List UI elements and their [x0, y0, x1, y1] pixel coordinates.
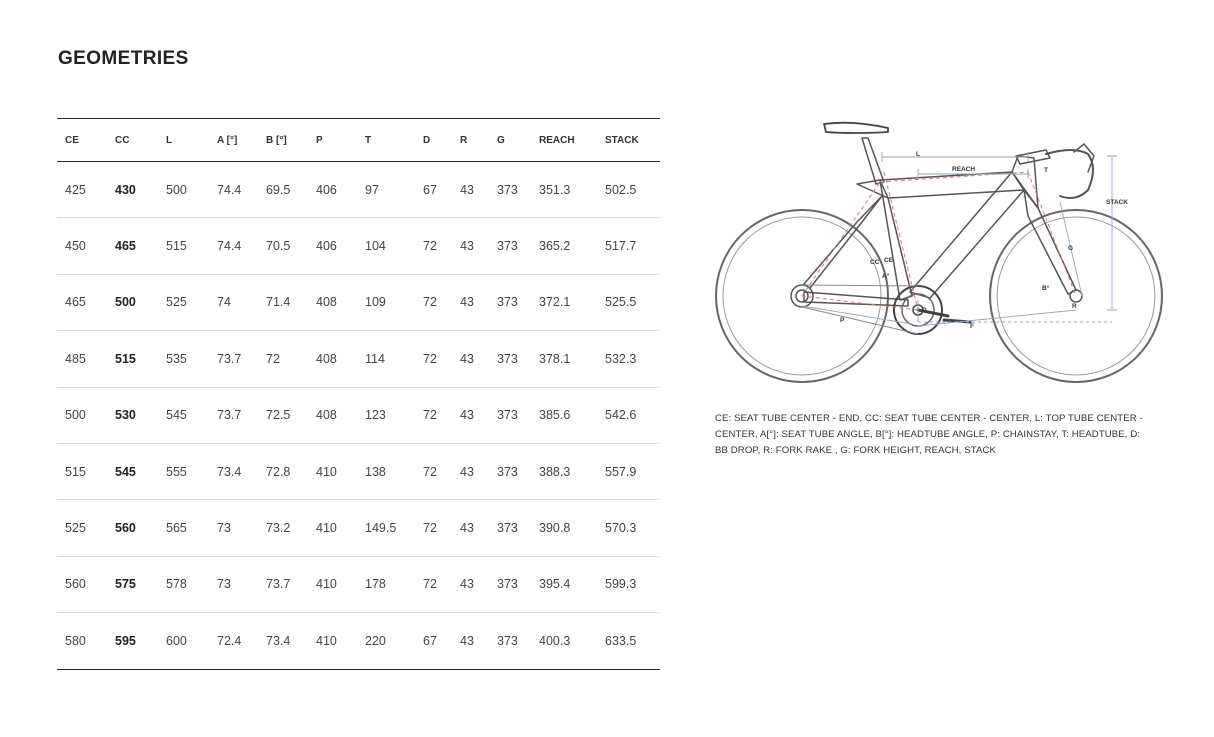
frame-chain-stay [804, 292, 908, 306]
geometry-line-stays [802, 182, 880, 296]
fork [1024, 190, 1076, 294]
table-cell: 565 [158, 500, 209, 556]
geometry-table [57, 118, 660, 670]
table-row [57, 613, 660, 669]
label-ce: CE [884, 257, 894, 264]
table-body [57, 162, 660, 670]
table-cell: 406 [308, 218, 357, 274]
table-row [57, 331, 660, 387]
table-cell: 532.3 [597, 331, 660, 387]
table-cell: 73 [209, 556, 258, 612]
table-row [57, 443, 660, 499]
table-cell: 43 [452, 556, 489, 612]
table-cell: 406 [308, 162, 357, 218]
table-cell: 73.2 [258, 500, 308, 556]
label-b: B° [1042, 285, 1050, 292]
table-cell: 123 [357, 387, 415, 443]
table-cell: 580 [57, 613, 107, 669]
table-cell: 73.7 [209, 331, 258, 387]
table-cell: 67 [415, 613, 452, 669]
table-cell: 633.5 [597, 613, 660, 669]
table-cell: 373 [489, 556, 531, 612]
label-a: A° [882, 273, 890, 280]
label-r: R [1072, 303, 1077, 310]
table-cell: 114 [357, 331, 415, 387]
table-cell: 595 [107, 613, 158, 669]
bike-geometry-diagram [712, 112, 1174, 402]
table-cell: 378.1 [531, 331, 597, 387]
table-cell: 43 [452, 613, 489, 669]
table-cell: 109 [357, 274, 415, 330]
label-l: L [916, 151, 920, 158]
table-cell: 530 [107, 387, 158, 443]
table-cell: 425 [57, 162, 107, 218]
table-row [57, 274, 660, 330]
table-cell: 388.3 [531, 443, 597, 499]
table-cell: 557.9 [597, 443, 660, 499]
table-cell: 542.6 [597, 387, 660, 443]
table-cell: 575 [107, 556, 158, 612]
column-header: CC [107, 119, 158, 162]
table-cell: 72 [415, 443, 452, 499]
column-header: B [°] [258, 119, 308, 162]
label-p: P [840, 317, 845, 324]
table-cell: 450 [57, 218, 107, 274]
label-cc: CC [870, 259, 880, 266]
frame-seat-stay [804, 196, 882, 288]
table-cell: 545 [158, 387, 209, 443]
label-stack: STACK [1106, 199, 1128, 206]
table-cell: 525 [57, 500, 107, 556]
table-cell: 410 [308, 556, 357, 612]
table-cell: 500 [158, 162, 209, 218]
table-cell: 74.4 [209, 162, 258, 218]
table-cell: 517.7 [597, 218, 660, 274]
front-wheel [990, 210, 1162, 382]
table-cell: 97 [357, 162, 415, 218]
column-header: P [308, 119, 357, 162]
table-cell: 373 [489, 218, 531, 274]
header-row [57, 119, 660, 162]
table-cell: 43 [452, 443, 489, 499]
geometry-line-top [880, 172, 1028, 182]
table-cell: 220 [357, 613, 415, 669]
table-cell: 599.3 [597, 556, 660, 612]
table-cell: 72 [415, 500, 452, 556]
table-cell: 408 [308, 387, 357, 443]
table-row [57, 387, 660, 443]
table-cell: 43 [452, 387, 489, 443]
measure-line-stack [1107, 156, 1117, 310]
table-cell: 502.5 [597, 162, 660, 218]
table-cell: 515 [57, 443, 107, 499]
table-cell: 178 [357, 556, 415, 612]
geometry-legend-caption: CE: SEAT TUBE CENTER - END, CC: SEAT TUBE CENTER - CENTER, L: TOP TUBE CENTER - CENTER, A[°]: SEAT TUBE ANGLE, B[°]: HEADTUBE ANGLE, P: CHAINSTAY, T: HEADTUBE, D: BB DROP, R: FORK RAKE , G: FORK HEIGHT, REACH, STACK [715, 413, 1143, 456]
table-cell: 70.5 [258, 218, 308, 274]
table-cell: 69.5 [258, 162, 308, 218]
table-cell: 525 [158, 274, 209, 330]
table-cell: 365.2 [531, 218, 597, 274]
table-cell: 71.4 [258, 274, 308, 330]
table-cell: 430 [107, 162, 158, 218]
seat-post [862, 138, 884, 184]
handlebar [1046, 150, 1093, 198]
table-row [57, 218, 660, 274]
column-header: STACK [597, 119, 660, 162]
table-cell: 408 [308, 274, 357, 330]
table-cell: 73 [209, 500, 258, 556]
label-g: G [1068, 245, 1074, 252]
table-row [57, 500, 660, 556]
table-row [57, 162, 660, 218]
table-cell: 385.6 [531, 387, 597, 443]
table-cell: 555 [158, 443, 209, 499]
table-cell: 535 [158, 331, 209, 387]
table-cell: 138 [357, 443, 415, 499]
table-cell: 373 [489, 500, 531, 556]
table-cell: 578 [158, 556, 209, 612]
geometry-line-fork [1028, 172, 1076, 296]
table-cell: 373 [489, 162, 531, 218]
saddle [824, 123, 888, 133]
table-cell: 408 [308, 331, 357, 387]
table-cell: 515 [158, 218, 209, 274]
table-cell: 149.5 [357, 500, 415, 556]
table-cell: 560 [107, 500, 158, 556]
column-header: R [452, 119, 489, 162]
table-cell: 74 [209, 274, 258, 330]
table-cell: 400.3 [531, 613, 597, 669]
table-cell: 390.8 [531, 500, 597, 556]
table-cell: 373 [489, 443, 531, 499]
label-f: F [970, 323, 974, 330]
table-cell: 395.4 [531, 556, 597, 612]
table-cell: 67 [415, 162, 452, 218]
table-cell: 72 [415, 387, 452, 443]
table-cell: 73.7 [209, 387, 258, 443]
table-cell: 73.7 [258, 556, 308, 612]
table-cell: 410 [308, 443, 357, 499]
table-cell: 73.4 [258, 613, 308, 669]
table-cell: 373 [489, 387, 531, 443]
column-header: D [415, 119, 452, 162]
table-cell: 525.5 [597, 274, 660, 330]
table-cell: 43 [452, 331, 489, 387]
column-header: A [°] [209, 119, 258, 162]
table-cell: 73.4 [209, 443, 258, 499]
table-cell: 515 [107, 331, 158, 387]
front-wheel-rim [997, 217, 1155, 375]
table-cell: 570.3 [597, 500, 660, 556]
table-cell: 43 [452, 500, 489, 556]
table-cell: 500 [107, 274, 158, 330]
table-cell: 72.4 [209, 613, 258, 669]
table-cell: 43 [452, 274, 489, 330]
table-cell: 600 [158, 613, 209, 669]
table-cell: 372.1 [531, 274, 597, 330]
table-cell: 74.4 [209, 218, 258, 274]
column-header: T [357, 119, 415, 162]
table-cell: 43 [452, 162, 489, 218]
column-header: G [489, 119, 531, 162]
table-cell: 373 [489, 274, 531, 330]
column-header: L [158, 119, 209, 162]
table-cell: 410 [308, 613, 357, 669]
table-cell: 485 [57, 331, 107, 387]
table-cell: 373 [489, 613, 531, 669]
table-cell: 545 [107, 443, 158, 499]
table-cell: 72 [415, 556, 452, 612]
table-cell: 465 [107, 218, 158, 274]
table-cell: 72.8 [258, 443, 308, 499]
label-t: T [1044, 167, 1048, 174]
page-title: GEOMETRIES [58, 48, 189, 69]
table-cell: 500 [57, 387, 107, 443]
table-cell: 373 [489, 331, 531, 387]
table-cell: 72 [258, 331, 308, 387]
table-cell: 43 [452, 218, 489, 274]
column-header: REACH [531, 119, 597, 162]
table-cell: 72 [415, 274, 452, 330]
label-reach: REACH [952, 166, 976, 173]
measure-line-l [882, 152, 1028, 162]
table-row [57, 556, 660, 612]
table-cell: 72 [415, 218, 452, 274]
table-cell: 410 [308, 500, 357, 556]
table-cell: 72 [415, 331, 452, 387]
geometry-line-seat [884, 172, 918, 310]
label-d: D [922, 307, 927, 314]
table-cell: 351.3 [531, 162, 597, 218]
table-cell: 465 [57, 274, 107, 330]
table-cell: 560 [57, 556, 107, 612]
column-header: CE [57, 119, 107, 162]
table-cell: 104 [357, 218, 415, 274]
table-cell: 72.5 [258, 387, 308, 443]
table-header [57, 119, 660, 162]
